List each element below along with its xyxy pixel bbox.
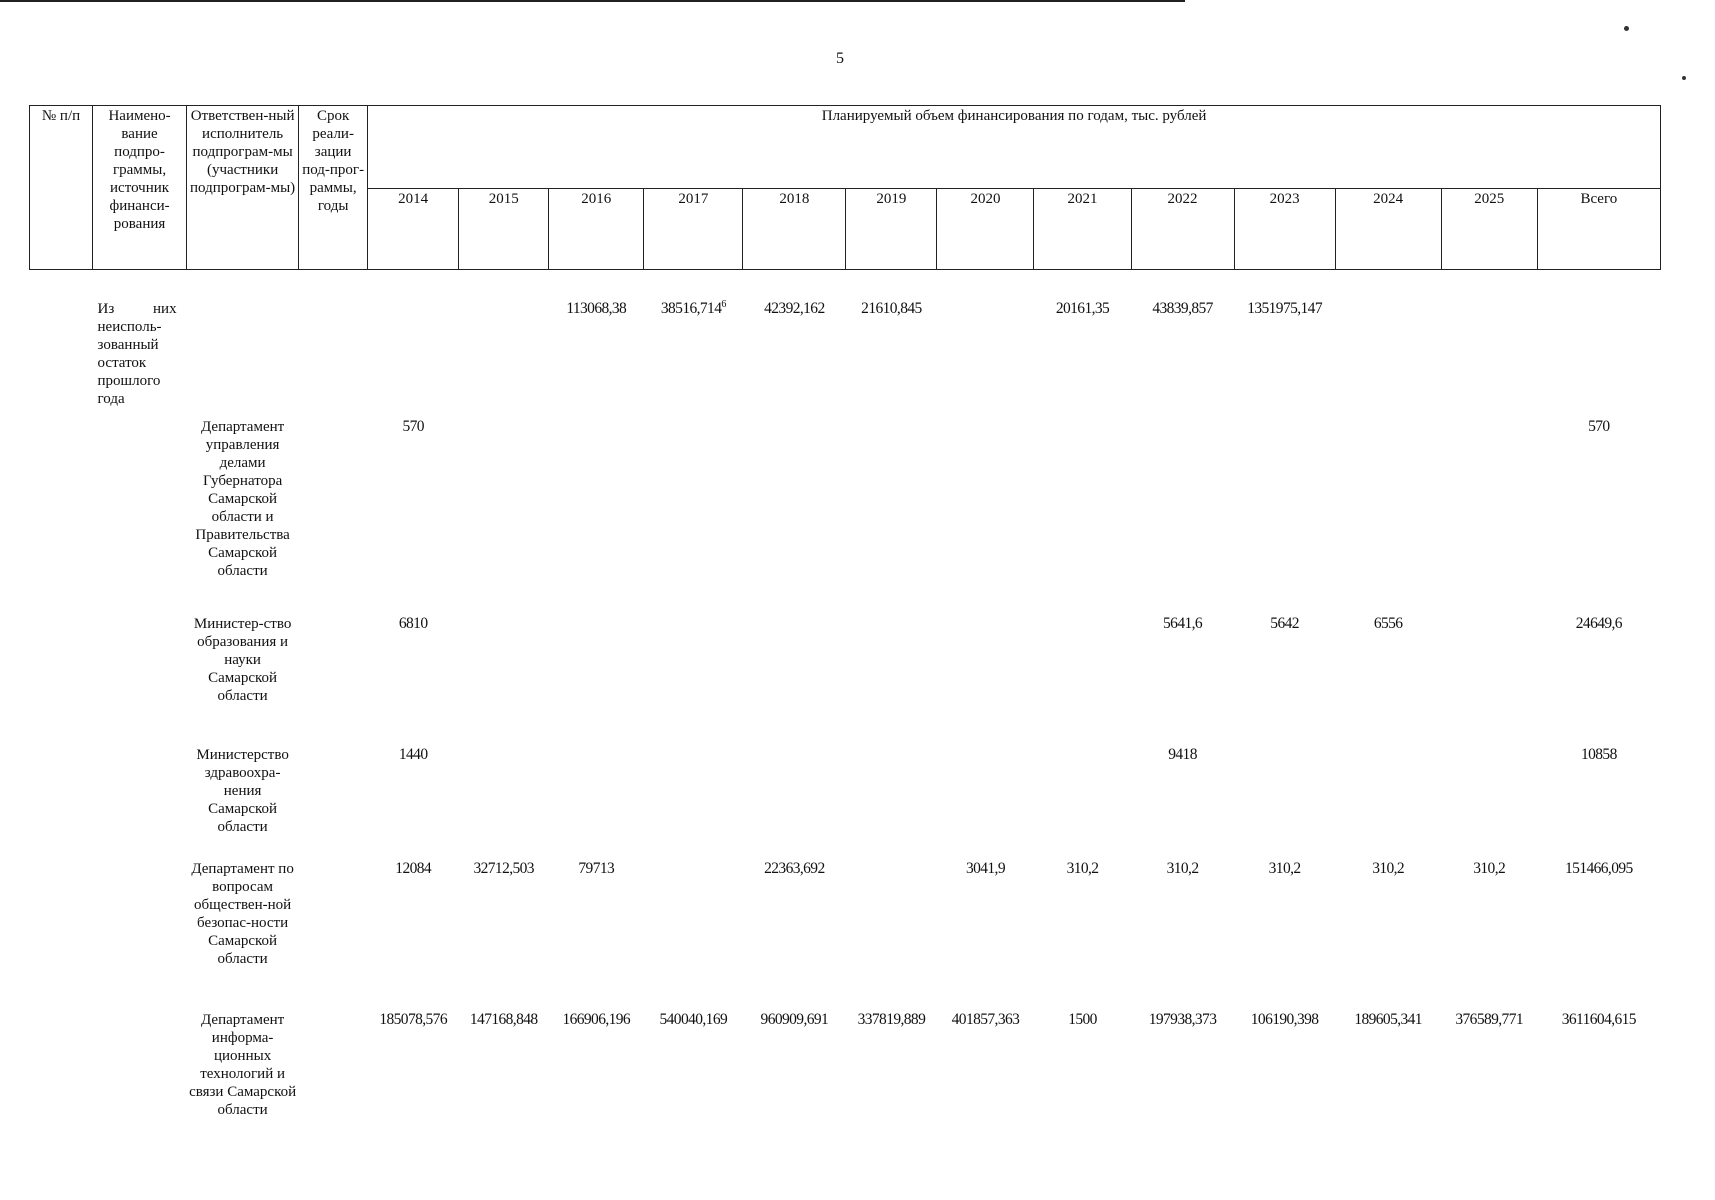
cell-value — [549, 615, 644, 746]
cell-value: 12084 — [395, 859, 432, 877]
cell-value — [368, 300, 459, 418]
cell-value — [1335, 746, 1441, 860]
cell-value: 3041,9 — [965, 859, 1005, 877]
cell-value — [459, 746, 549, 860]
header-year: 2015 — [459, 189, 549, 270]
cell-value — [1131, 418, 1234, 615]
cell-value: 6810 — [398, 614, 428, 632]
cell-value — [846, 615, 937, 746]
cell-value: 24649,6 — [1575, 614, 1622, 632]
table-row — [30, 746, 1661, 860]
cell-value — [846, 860, 937, 1011]
cell-value — [459, 418, 549, 615]
cell-value — [644, 615, 743, 746]
row-responsible: Департамент информа-ционных технологий и связи Самарской области — [189, 1011, 297, 1118]
cell-value — [937, 418, 1034, 615]
cell-value: 3611604,615 — [1561, 1010, 1636, 1028]
cell-value — [1034, 746, 1131, 860]
cell-value: 1351975,147 — [1247, 299, 1322, 317]
cell-value: 570 — [402, 417, 424, 435]
cell-value: 20161,35 — [1055, 299, 1110, 317]
cell-value — [1234, 746, 1335, 860]
row-responsible: Департамент по вопросам обществен-ной безопас-ности Самарской области — [191, 860, 294, 967]
cell-value: 197938,373 — [1148, 1010, 1217, 1028]
cell-value: 540040,169 — [659, 1010, 728, 1028]
cell-value — [1441, 300, 1537, 418]
cell-value — [1335, 418, 1441, 615]
cell-value — [937, 615, 1034, 746]
cell-value: 79713 — [578, 859, 615, 877]
cell-value: 401857,363 — [951, 1010, 1020, 1028]
cell-value: 166906,196 — [562, 1010, 631, 1028]
header-year: 2018 — [743, 189, 846, 270]
header-responsible: Ответствен-ный исполнитель подпрограм-мы (участники подпрограм-мы) — [187, 106, 299, 270]
cell-value: 9418 — [1168, 745, 1197, 763]
cell-value: 38516,714$^6$ — [660, 298, 726, 317]
cell-value — [549, 418, 644, 615]
cell-value: 310,2 — [1066, 859, 1099, 877]
cell-value — [743, 418, 846, 615]
cell-value — [644, 860, 743, 1011]
table-row — [30, 860, 1661, 1011]
cell-value: 147168,848 — [469, 1010, 538, 1028]
cell-value: 5642 — [1270, 614, 1299, 632]
cell-value: 310,2 — [1473, 859, 1506, 877]
row-name: Из них неисполь-зованный остаток прошлого года — [97, 300, 177, 407]
header-year: 2021 — [1034, 189, 1131, 270]
cell-value: 113068,38 — [566, 299, 627, 317]
cell-value — [644, 746, 743, 860]
cell-value — [1034, 418, 1131, 615]
row-responsible — [187, 300, 299, 418]
cell-value: 6556 — [1373, 614, 1403, 632]
cell-value — [549, 746, 644, 860]
cell-value — [1335, 300, 1441, 418]
table-row — [30, 1011, 1661, 1151]
cell-value — [1441, 418, 1537, 615]
cell-value — [743, 746, 846, 860]
cell-value: 21610,845 — [861, 299, 922, 317]
header-term: Срок реали-зации под-прог-раммы, годы — [299, 106, 368, 270]
header-year: 2025 — [1441, 189, 1537, 270]
cell-value — [846, 418, 937, 615]
header-plan: Планируемый объем финансирования по годам, тыс. рублей — [368, 106, 1661, 189]
cell-value: 151466,095 — [1565, 859, 1633, 877]
header-year: 2016 — [549, 189, 644, 270]
cell-value: 376589,771 — [1455, 1010, 1524, 1028]
header-num: № п/п — [30, 106, 93, 270]
cell-value: 185078,576 — [379, 1010, 447, 1028]
table-row — [30, 300, 1661, 418]
cell-value: 310,2 — [1166, 859, 1199, 877]
cell-value — [743, 615, 846, 746]
row-responsible: Департамент управления делами Губернатора Самарской области и Правительства Самарской области — [195, 418, 290, 579]
cell-value: 5641,6 — [1163, 614, 1203, 632]
cell-value: 43839,857 — [1152, 299, 1213, 317]
cell-value — [1034, 615, 1131, 746]
row-responsible: Министер-ство образования и науки Самарской области — [193, 615, 292, 704]
cell-value: 1500 — [1068, 1010, 1097, 1028]
cell-value: 570 — [1588, 417, 1610, 435]
scan-speck — [1624, 26, 1629, 31]
cell-value — [1537, 300, 1660, 418]
financing-table — [29, 105, 1661, 1151]
header-year: 2014 — [368, 189, 459, 270]
cell-value: 42392,162 — [764, 299, 825, 317]
header-year: 2019 — [846, 189, 937, 270]
header-year: 2017 — [644, 189, 743, 270]
cell-value: 32712,503 — [473, 859, 534, 877]
header-name: Наимено-вание подпро-граммы, источник финанси-рования — [93, 106, 187, 270]
header-year: 2024 — [1335, 189, 1441, 270]
cell-value — [846, 746, 937, 860]
cell-value: 337819,889 — [857, 1010, 926, 1028]
cell-value — [1234, 418, 1335, 615]
header-year: 2020 — [937, 189, 1034, 270]
cell-value — [459, 300, 549, 418]
cell-value — [1441, 746, 1537, 860]
page-number: 5 — [836, 50, 844, 67]
cell-value — [1441, 615, 1537, 746]
top-border-line — [0, 0, 1185, 2]
cell-value: 310,2 — [1268, 859, 1301, 877]
cell-value — [937, 746, 1034, 860]
cell-value — [644, 418, 743, 615]
cell-value: 189605,341 — [1354, 1010, 1422, 1028]
cell-value — [937, 300, 1034, 418]
row-responsible: Министерство здравоохра-нения Самарской области — [196, 746, 289, 835]
header-year: 2023 — [1234, 189, 1335, 270]
scan-speck — [1682, 76, 1686, 80]
footnote-mark: 6 — [721, 298, 726, 310]
cell-value: 1440 — [398, 745, 428, 763]
cell-value: 310,2 — [1372, 859, 1405, 877]
cell-value: 960909,691 — [760, 1010, 829, 1028]
cell-value — [459, 615, 549, 746]
cell-value: 10858 — [1580, 745, 1617, 763]
cell-value: 22363,692 — [764, 859, 825, 877]
cell-value: 106190,398 — [1250, 1010, 1319, 1028]
header-year: 2022 — [1131, 189, 1234, 270]
table-row — [30, 615, 1661, 746]
header-total: Всего — [1537, 189, 1660, 270]
table-row — [30, 418, 1661, 615]
